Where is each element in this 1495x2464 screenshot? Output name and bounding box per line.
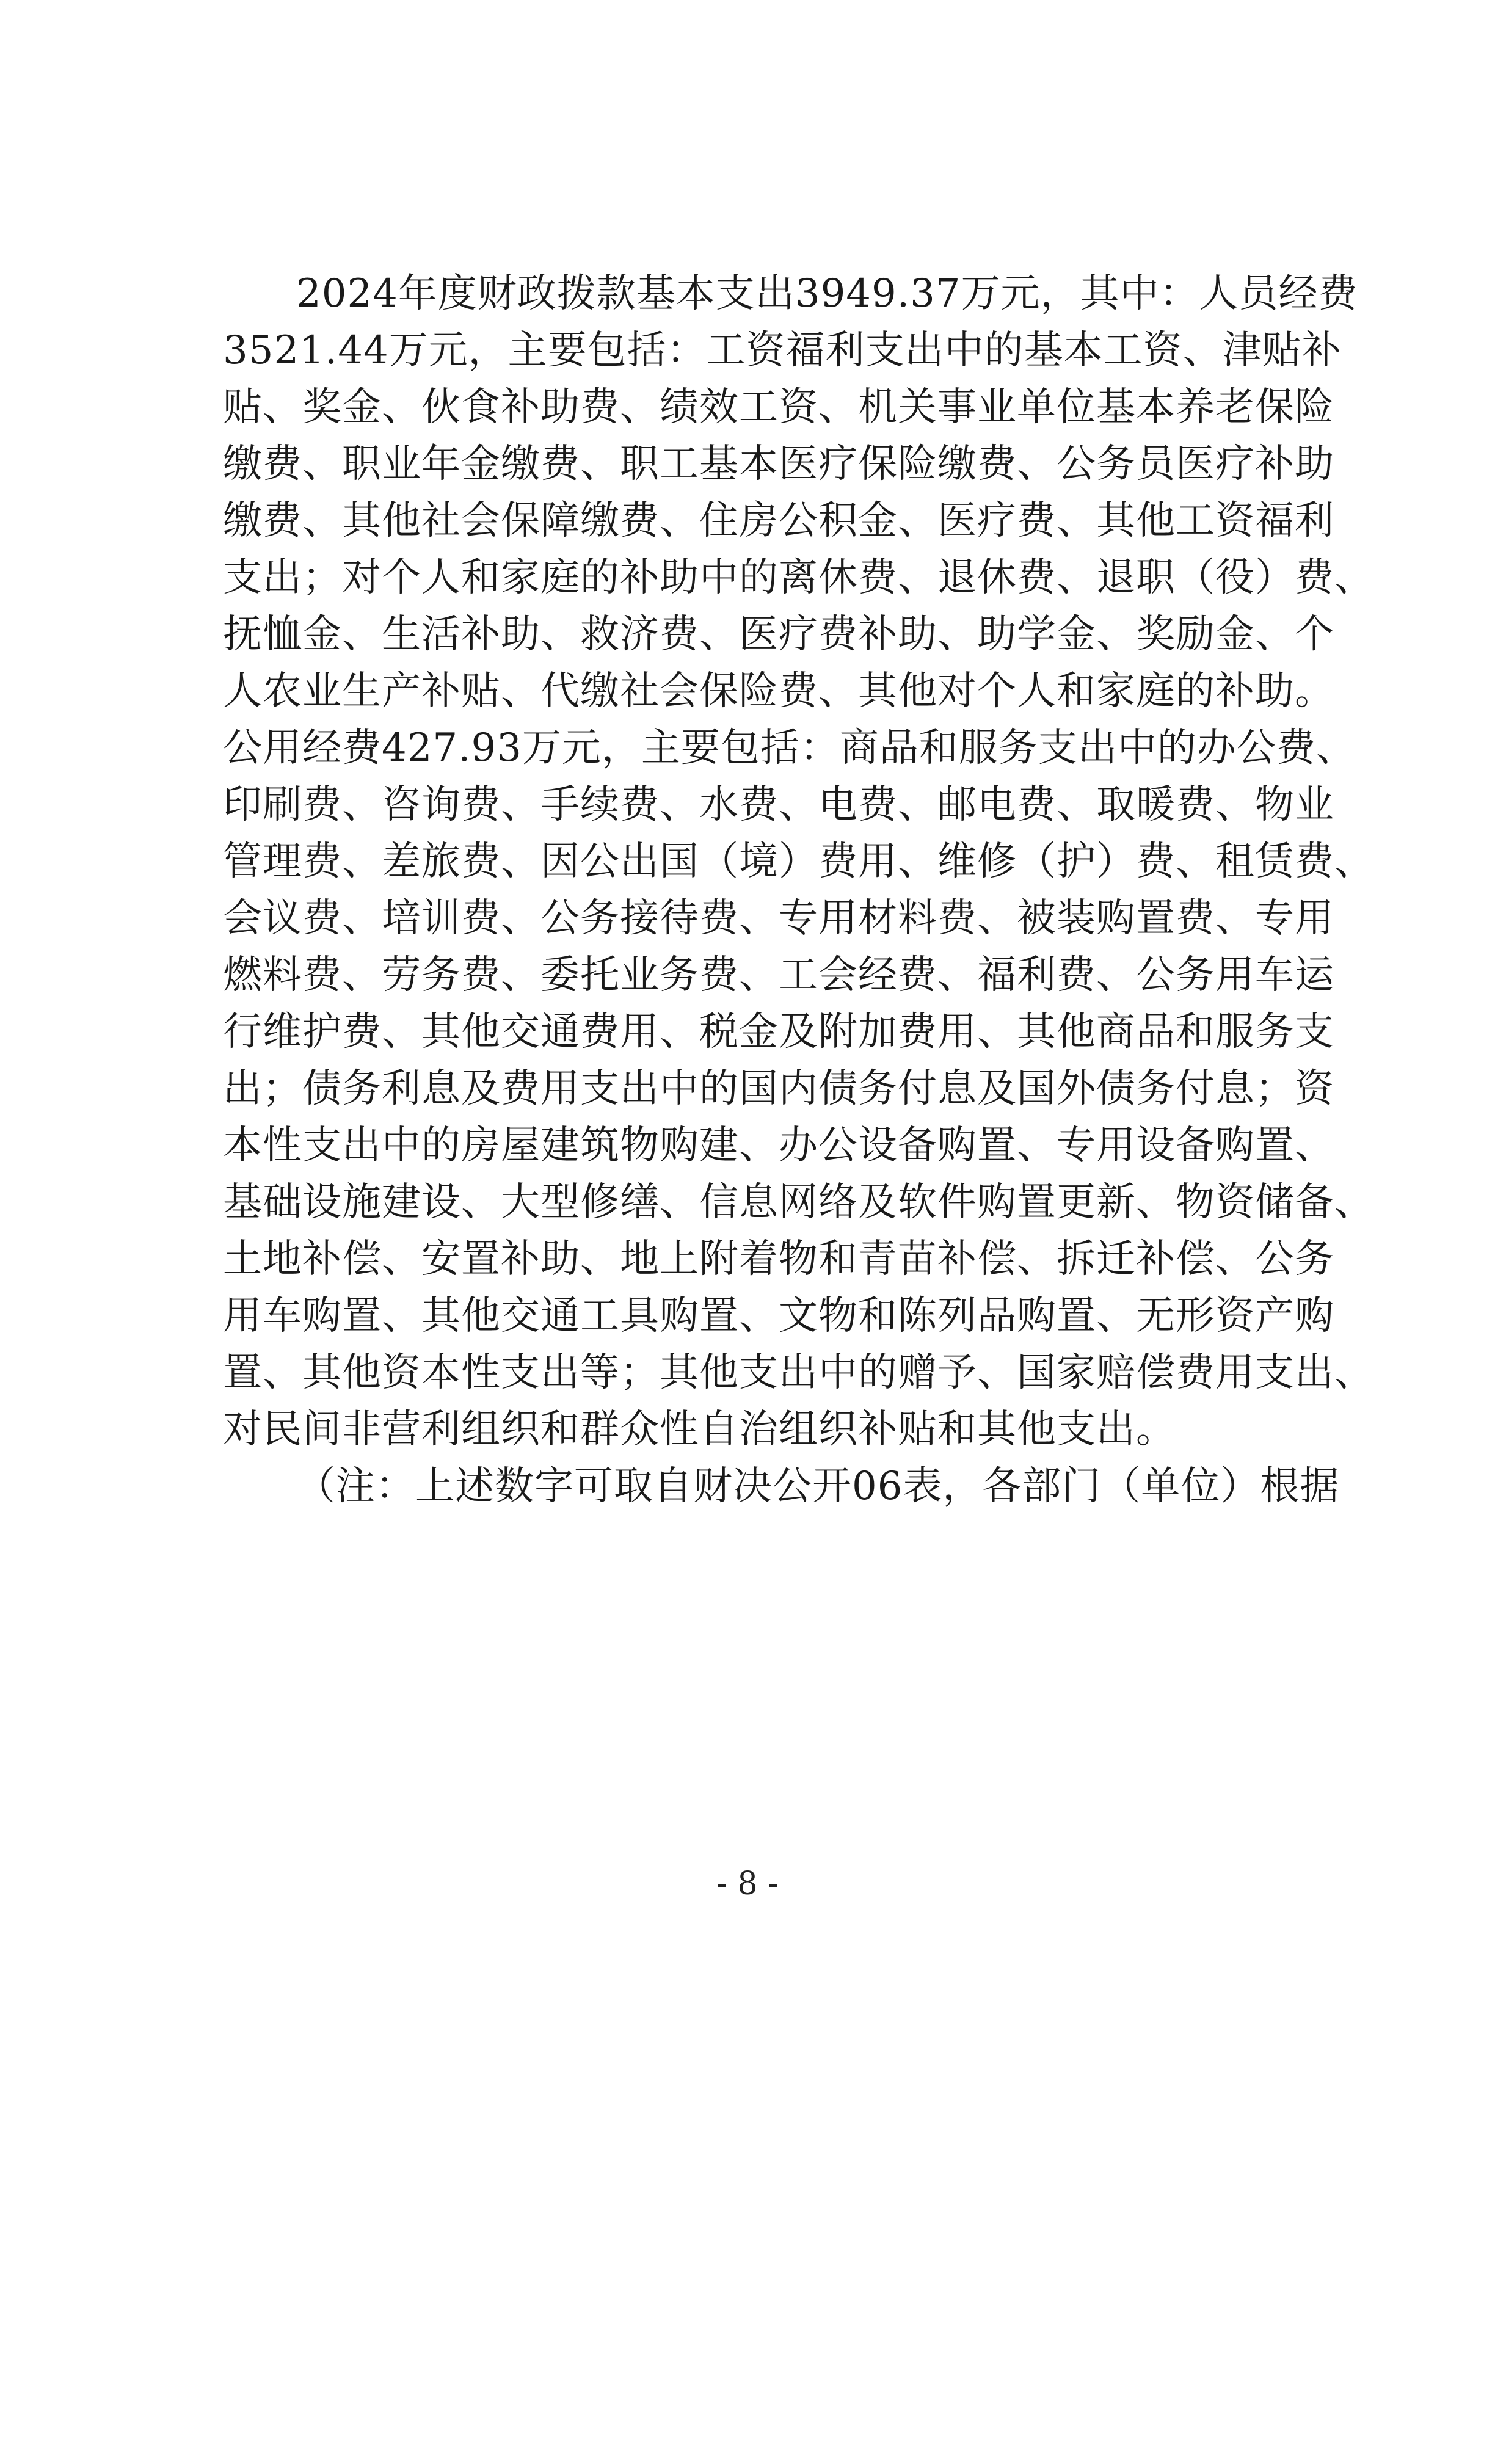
- paragraph-line: 出；债务利息及费用支出中的国内债务付息及国外债务付息；资: [223, 1066, 1334, 1111]
- paragraph-line: 用车购置、其他交通工具购置、文物和陈列品购置、无形资产购: [223, 1293, 1334, 1339]
- paragraph-line: 管理费、差旅费、因公出国（境）费用、维修（护）费、租赁费、: [223, 839, 1374, 884]
- paragraph-line: 印刷费、咨询费、手续费、水费、电费、邮电费、取暖费、物业: [223, 782, 1334, 827]
- paragraph-line: 对民间非营利组织和群众性自治组织补贴和其他支出。: [223, 1407, 1176, 1452]
- paragraph-line: 人农业生产补贴、代缴社会保险费、其他对个人和家庭的补助。: [223, 669, 1334, 714]
- paragraph-line: 抚恤金、生活补助、救济费、医疗费补助、助学金、奖励金、个: [223, 612, 1334, 657]
- paragraph-line: 公用经费427.93万元，主要包括：商品和服务支出中的办公费、: [223, 725, 1356, 771]
- paragraph-line: 支出；对个人和家庭的补助中的离休费、退休费、退职（役）费、: [223, 555, 1374, 600]
- paragraph-line: 贴、奖金、伙食补助费、绩效工资、机关事业单位基本养老保险: [223, 385, 1334, 430]
- paragraph-line: 2024年度财政拨款基本支出3949.37万元，其中：人员经费: [296, 271, 1358, 316]
- paragraph-line: 基础设施建设、大型修缮、信息网络及软件购置更新、物资储备、: [223, 1180, 1374, 1225]
- paragraph-line: 行维护费、其他交通费用、税金及附加费用、其他商品和服务支: [223, 1009, 1334, 1055]
- page-number: - 8 -: [716, 1866, 779, 1902]
- paragraph-line: 缴费、职业年金缴费、职工基本医疗保险缴费、公务员医疗补助: [223, 442, 1334, 487]
- paragraph-line: 缴费、其他社会保障缴费、住房公积金、医疗费、其他工资福利: [223, 498, 1334, 543]
- paragraph-line: 置、其他资本性支出等；其他支出中的赠予、国家赔偿费用支出、: [223, 1350, 1374, 1395]
- paragraph-line: 土地补偿、安置补助、地上附着物和青苗补偿、拆迁补偿、公务: [223, 1237, 1334, 1282]
- paragraph-line: 会议费、培训费、公务接待费、专用材料费、被装购置费、专用: [223, 896, 1334, 941]
- paragraph-line: 本性支出中的房屋建筑物购建、办公设备购置、专用设备购置、: [223, 1123, 1334, 1168]
- paragraph-line: 燃料费、劳务费、委托业务费、工会经费、福利费、公务用车运: [223, 953, 1334, 998]
- paragraph-line: 3521.44万元，主要包括：工资福利支出中的基本工资、津贴补: [223, 328, 1342, 373]
- note-line: （注：上述数字可取自财决公开06表，各部门（单位）根据: [296, 1464, 1340, 1509]
